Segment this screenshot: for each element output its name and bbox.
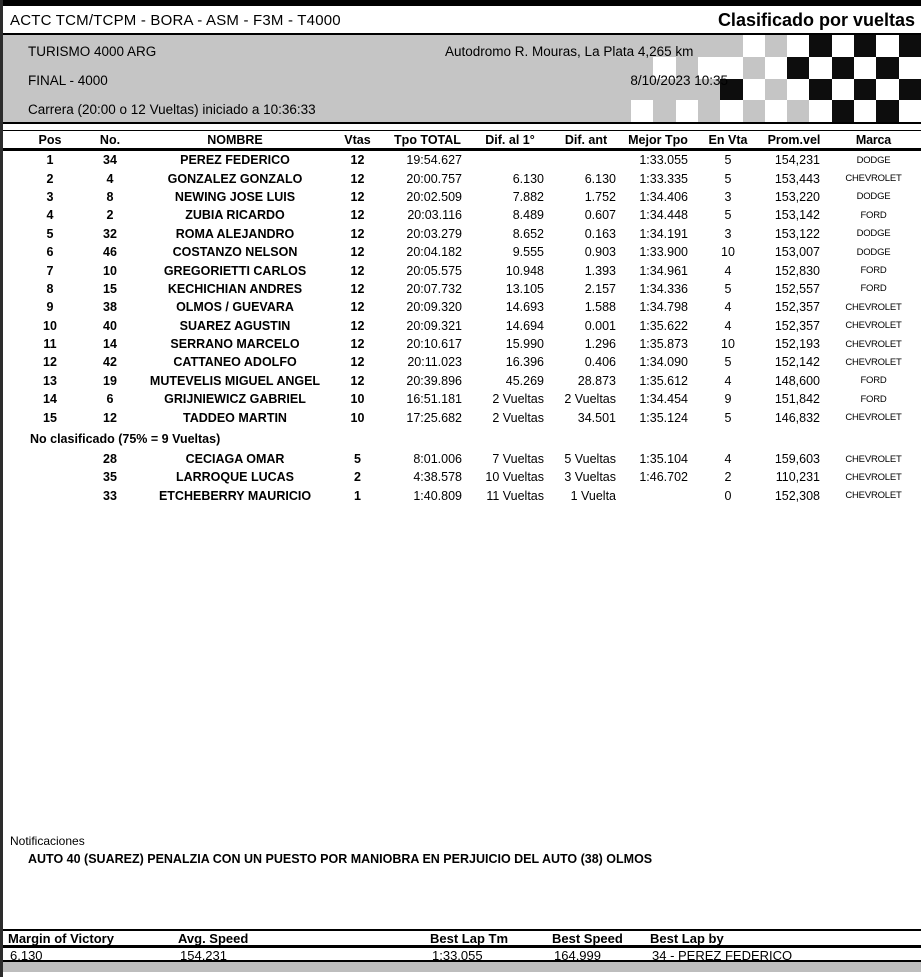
table-header-row [0,130,921,151]
cell-tpo: 20:03.279 [406,226,462,241]
cell-no: 12 [103,410,117,425]
cell-no: 8 [106,189,114,204]
checker-cell [765,79,787,101]
cell-nombre: SERRANO MARCELO [170,337,300,352]
cell-marca: CHEVROLET [845,301,902,313]
cell-difant: 0.607 [584,208,616,223]
header-mejor: Mejor Tpo [628,132,688,147]
cell-pos: 9 [46,300,54,315]
cell-vtas: 2 [354,470,361,485]
cell-dif1: 8.489 [512,208,544,223]
cell-marca: CHEVROLET [845,490,902,502]
cell-no: 38 [103,300,117,315]
checker-cell [743,79,765,101]
cell-marca: FORD [860,265,887,277]
checker-cell [876,57,898,79]
cell-nombre: ROMA ALEJANDRO [175,226,295,241]
cell-prom: 146,832 [774,410,820,425]
cell-pos: 6 [46,245,54,260]
cell-pos: 3 [46,189,54,204]
checker-cell [698,100,720,122]
venue-label: Autodromo R. Mouras, La Plata 4,265 km [445,44,694,59]
cell-vtas: 5 [354,452,361,467]
cell-envta: 4 [724,318,732,333]
cell-vtas: 1 [354,488,361,503]
table-row [0,261,921,279]
summary-footer [0,929,921,972]
title-bar [0,6,921,33]
cell-prom: 152,557 [774,281,820,296]
cell-vtas: 12 [350,337,365,352]
cell-no: 14 [103,337,117,352]
cell-envta: 5 [724,355,732,370]
checker-cell [832,35,854,57]
cell-mejor: 1:34.798 [639,300,688,315]
table-row [0,372,921,390]
cell-pos: 13 [43,373,57,388]
cell-marca: FORD [860,393,887,405]
cell-no: 19 [103,373,117,388]
not-classified-section [0,450,921,505]
cell-marca: CHEVROLET [845,453,902,465]
cell-marca: CHEVROLET [845,173,902,185]
cell-dif1: 11 Vueltas [486,488,544,503]
cell-no: 42 [103,355,117,370]
cell-mejor: 1:35.104 [639,452,688,467]
cell-dif1: 9.555 [512,245,544,260]
cell-mejor: 1:34.448 [639,208,688,223]
cell-no: 32 [103,226,117,241]
checker-cell [765,100,787,122]
table-row [0,390,921,408]
cell-difant: 2 Vueltas [564,392,616,407]
cell-envta: 10 [721,245,735,260]
checker-cell [899,35,921,57]
cell-envta: 3 [724,189,732,204]
cell-nombre: PEREZ FEDERICO [180,153,290,168]
cell-mejor: 1:34.406 [639,189,688,204]
cell-dif1: 14.693 [505,300,544,315]
checker-cell [698,35,720,57]
checker-cell [854,100,876,122]
cell-envta: 0 [724,488,732,503]
footer-value-cell: 34 - PEREZ FEDERICO [652,948,793,963]
table-row [0,225,921,243]
cell-vtas: 12 [350,189,365,204]
footer-value-cell: 164,999 [554,948,601,963]
event-header [0,35,921,122]
cell-tpo: 20:03.116 [407,208,462,223]
checker-cell [765,35,787,57]
cell-no: 4 [106,171,114,186]
cell-nombre: LARROQUE LUCAS [175,470,295,485]
checker-cell [787,100,809,122]
cell-dif1: 8.652 [512,226,544,241]
footer-values-row [0,948,921,962]
cell-pos: 7 [46,263,54,278]
cell-difant: 0.406 [584,355,616,370]
cell-mejor: 1:34.090 [639,355,688,370]
table-row [0,188,921,206]
cell-marca: FORD [860,283,887,295]
checker-cell [743,35,765,57]
cell-marca: FORD [860,375,887,387]
cell-difant: 28.873 [577,373,616,388]
checker-cell [676,100,698,122]
header-tpo: Tpo TOTAL [394,132,461,147]
cell-prom: 153,220 [774,189,820,204]
cell-envta: 4 [724,452,732,467]
cell-pos: 12 [43,355,57,370]
cell-difant: 1 Vuelta [570,488,616,503]
cell-pos: 14 [43,392,57,407]
cell-dif1: 7 Vueltas [492,452,544,467]
cell-no: 2 [106,208,114,223]
header-dif1: Dif. al 1° [485,132,535,147]
cell-mejor: 1:34.336 [639,281,688,296]
cell-tpo: 20:00.757 [406,171,462,186]
checker-cell [899,79,921,101]
cell-envta: 2 [724,470,732,485]
cell-envta: 9 [724,392,732,407]
checker-cell [809,79,831,101]
cell-mejor: 1:35.622 [639,318,688,333]
checker-cell [832,57,854,79]
checker-cell [876,35,898,57]
table-row [0,280,921,298]
cell-vtas: 12 [350,373,365,388]
checker-cell [809,35,831,57]
cell-dif1: 2 Vueltas [492,410,544,425]
cell-no: 46 [103,245,117,260]
category-label: TURISMO 4000 ARG [28,44,157,59]
cell-marca: CHEVROLET [845,356,902,368]
header-envta: En Vta [708,132,748,147]
cell-prom: 153,122 [774,226,820,241]
checker-cell [854,79,876,101]
classified-section [0,151,921,427]
cell-pos: 8 [46,281,54,296]
cell-marca: CHEVROLET [845,338,902,350]
not-classified-heading: No clasificado (75% = 9 Vueltas) [30,431,221,446]
cell-difant: 0.163 [584,226,616,241]
checker-cell [720,100,742,122]
cell-dif1: 6.130 [512,171,544,186]
cell-nombre: OLMOS / GUEVARA [176,300,294,315]
checker-cell [653,100,675,122]
footer-bottom-strip [0,962,921,972]
cell-no: 28 [103,452,117,467]
cell-envta: 4 [724,300,732,315]
cell-mejor: 1:35.873 [639,337,688,352]
cell-nombre: MUTEVELIS MIGUEL ANGEL [149,373,321,388]
table-row [0,317,921,335]
cell-no: 34 [103,153,117,168]
checker-cell [765,57,787,79]
footer-header-cell: Best Speed [552,931,623,946]
table-row [0,450,921,468]
table-row [0,408,921,426]
cell-no: 10 [103,263,117,278]
header-difant: Dif. ant [564,132,608,147]
checker-cell [787,57,809,79]
cell-difant: 1.296 [584,337,616,352]
cell-difant: 6.130 [584,171,616,186]
cell-dif1: 2 Vueltas [492,392,544,407]
cell-mejor: 1:33.900 [639,245,688,260]
cell-dif1: 14.694 [505,318,544,333]
cell-envta: 10 [721,337,735,352]
cell-mejor: 1:35.612 [639,373,688,388]
notifications-section [0,834,921,866]
checker-cell [787,35,809,57]
footer-header-cell: Best Lap by [650,931,724,946]
cell-tpo: 20:09.320 [406,300,462,315]
report-title: Clasificado por vueltas [717,10,915,30]
notification-item: AUTO 40 (SUAREZ) PENALZIA CON UN PUESTO POR MANIOBRA EN PERJUICIO DEL AUTO (38) OLMOS [28,852,653,866]
cell-difant: 0.903 [584,245,616,260]
cell-marca: DODGE [856,154,891,166]
cell-pos: 2 [46,171,54,186]
cell-vtas: 12 [350,153,365,168]
series-title: ACTC TCM/TCPM - BORA - ASM - F3M - T4000 [10,12,341,29]
footer-value-cell: 6.130 [10,948,43,963]
cell-vtas: 12 [350,300,365,315]
cell-prom: 148,600 [774,373,820,388]
checker-cell [876,100,898,122]
cell-nombre: GRIJNIEWICZ GABRIEL [164,392,306,407]
cell-prom: 152,193 [774,337,820,352]
cell-prom: 152,830 [774,263,820,278]
cell-envta: 5 [724,208,732,223]
cell-pos: 5 [46,226,54,241]
cell-prom: 153,443 [774,171,820,186]
cell-difant: 1.752 [584,189,616,204]
cell-no: 15 [103,281,117,296]
checker-cell [809,57,831,79]
page-left-border [0,0,3,977]
cell-dif1: 15.990 [505,337,544,352]
cell-no: 33 [103,488,117,503]
footer-header-cell: Avg. Speed [178,931,249,946]
cell-vtas: 12 [350,281,365,296]
cell-dif1: 10.948 [505,263,544,278]
cell-prom: 153,007 [774,245,820,260]
cell-nombre: KECHICHIAN ANDRES [167,281,303,296]
cell-tpo: 20:02.509 [406,189,462,204]
cell-nombre: ZUBIA RICARDO [185,208,285,223]
checker-cell [787,79,809,101]
cell-envta: 5 [724,410,732,425]
header-pos: Pos [38,132,62,147]
cell-vtas: 12 [350,318,365,333]
checker-cell [832,79,854,101]
cell-nombre: COSTANZO NELSON [172,245,298,260]
cell-pos: 4 [46,208,54,223]
cell-tpo: 8:01.006 [413,452,462,467]
cell-no: 40 [103,318,117,333]
cell-dif1: 10 Vueltas [485,470,544,485]
footer-header-row [0,931,921,948]
table-row [0,206,921,224]
cell-nombre: GONZALEZ GONZALO [167,171,303,186]
cell-difant: 3 Vueltas [564,470,616,485]
checker-cell [743,57,765,79]
table-row [0,335,921,353]
cell-marca: DODGE [856,246,891,258]
cell-nombre: TADDEO MARTIN [183,410,287,425]
cell-marca: DODGE [856,191,891,203]
footer-header-cell: Best Lap Tm [430,931,509,946]
session-label: FINAL - 4000 [28,73,108,88]
checker-cell [899,100,921,122]
cell-tpo: 20:04.182 [406,245,462,260]
checker-cell [720,35,742,57]
cell-prom: 152,142 [774,355,820,370]
header-prom: Prom.vel [767,132,821,147]
checker-cell [743,100,765,122]
cell-prom: 159,603 [774,452,820,467]
cell-vtas: 10 [350,410,365,425]
cell-tpo: 19:54.627 [406,153,462,168]
table-row [0,169,921,187]
cell-vtas: 12 [350,263,365,278]
cell-mejor: 1:35.124 [639,410,688,425]
cell-prom: 152,308 [774,488,820,503]
cell-dif1: 7.882 [512,189,544,204]
cell-prom: 152,357 [774,300,820,315]
cell-nombre: GREGORIETTI CARLOS [163,263,307,278]
cell-mejor: 1:33.335 [639,171,688,186]
cell-tpo: 20:09.321 [406,318,462,333]
cell-tpo: 4:38.578 [413,470,462,485]
cell-marca: FORD [860,209,887,221]
cell-tpo: 20:11.023 [407,355,462,370]
table-row [0,353,921,371]
table-row [0,151,921,169]
cell-pos: 10 [43,318,57,333]
cell-prom: 152,357 [774,318,820,333]
cell-marca: DODGE [856,228,891,240]
cell-tpo: 17:25.682 [406,410,462,425]
cell-pos: 11 [43,337,57,352]
cell-difant: 2.157 [584,281,616,296]
cell-tpo: 16:51.181 [406,392,462,407]
header-nombre: NOMBRE [207,132,263,147]
cell-tpo: 20:07.732 [406,281,462,296]
checker-cell [854,57,876,79]
checker-cell [631,100,653,122]
cell-pos: 1 [46,153,54,168]
results-table [0,124,921,505]
datetime-label: 8/10/2023 10:35 [630,73,728,88]
cell-vtas: 12 [350,245,365,260]
cell-mejor: 1:46.702 [639,470,688,485]
table-row [0,487,921,505]
table-row [0,298,921,316]
table-row [0,468,921,486]
cell-prom: 151,842 [774,392,820,407]
header-marca: Marca [855,132,892,147]
cell-nombre: CECIAGA OMAR [185,452,285,467]
cell-envta: 5 [724,281,732,296]
cell-vtas: 12 [350,355,365,370]
cell-prom: 110,231 [775,470,820,485]
cell-no: 6 [106,392,114,407]
header-vtas: Vtas [344,132,371,147]
cell-difant: 0.001 [584,318,616,333]
checker-cell [832,100,854,122]
notifications-label: Notificaciones [10,834,85,848]
cell-tpo: 20:39.896 [406,373,462,388]
cell-marca: CHEVROLET [845,412,902,424]
cell-vtas: 12 [350,208,365,223]
cell-difant: 1.588 [584,300,616,315]
cell-dif1: 45.269 [505,373,544,388]
cell-nombre: CATTANEO ADOLFO [173,355,297,370]
cell-tpo: 1:40.809 [413,488,462,503]
cell-difant: 34.501 [577,410,616,425]
cell-nombre: SUAREZ AGUSTIN [179,318,291,333]
cell-nombre: NEWING JOSE LUIS [174,189,296,204]
header-no: No. [99,132,121,147]
cell-tpo: 20:10.617 [406,337,462,352]
cell-envta: 5 [724,171,732,186]
checker-cell [854,35,876,57]
checker-cell [899,57,921,79]
cell-mejor: 1:34.191 [639,226,688,241]
cell-mejor: 1:34.961 [639,263,688,278]
cell-difant: 5 Vueltas [564,452,616,467]
cell-dif1: 13.105 [505,281,544,296]
cell-prom: 154,231 [774,153,820,168]
cell-vtas: 12 [350,226,365,241]
checker-cell [876,79,898,101]
footer-header-cell: Margin of Victory [8,931,114,946]
cell-mejor: 1:34.454 [639,392,688,407]
cell-no: 35 [103,470,117,485]
cell-prom: 153,142 [774,208,820,223]
cell-difant: 1.393 [584,263,616,278]
table-row [0,243,921,261]
cell-pos: 15 [43,410,57,425]
cell-vtas: 10 [350,392,365,407]
footer-value-cell: 1:33.055 [432,948,483,963]
cell-envta: 5 [724,153,732,168]
race-info-label: Carrera (20:00 o 12 Vueltas) iniciado a 10:36:33 [28,102,316,117]
cell-dif1: 16.396 [505,355,544,370]
checker-cell [809,100,831,122]
footer-value-cell: 154,231 [180,948,227,963]
cell-marca: CHEVROLET [845,471,902,483]
cell-envta: 3 [724,226,732,241]
cell-envta: 4 [724,373,732,388]
cell-marca: CHEVROLET [845,320,902,332]
cell-tpo: 20:05.575 [406,263,462,278]
cell-nombre: ETCHEBERRY MAURICIO [158,488,312,503]
cell-envta: 4 [724,263,732,278]
cell-mejor: 1:33.055 [639,153,688,168]
notifications-list [0,852,921,866]
cell-vtas: 12 [350,171,365,186]
